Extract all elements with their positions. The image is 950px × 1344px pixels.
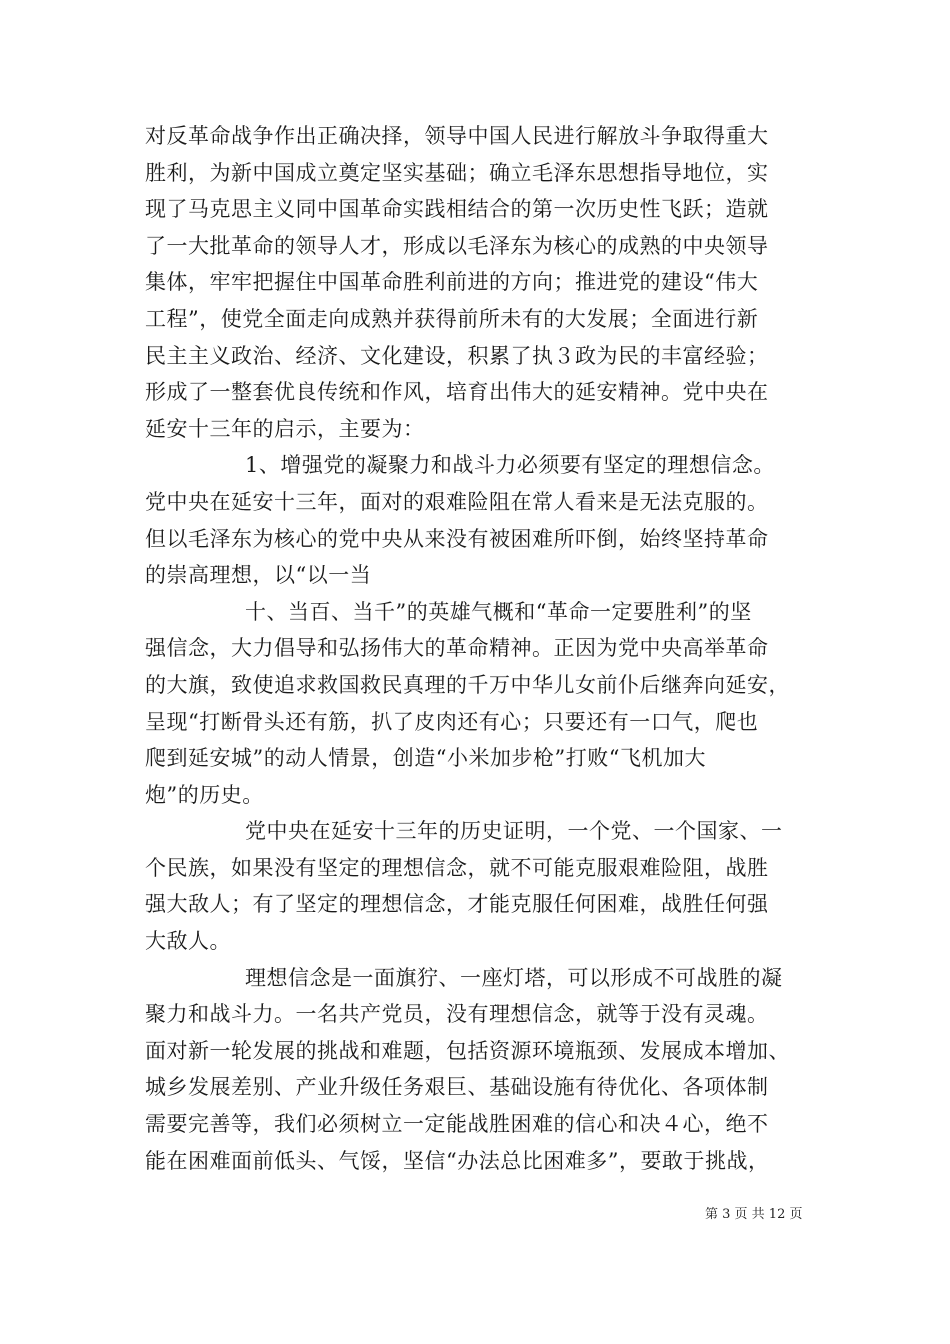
text-line: 能在困难面前低头、气馁，坚信“办法总比困难多”，要敢于挑战， xyxy=(145,1148,770,1173)
text-line: 但以毛泽东为核心的党中央从来没有被困难所吓倒，始终坚持革命 xyxy=(145,526,769,551)
text-line: 强大敌人；有了坚定的理想信念，才能克服任何困难，战胜任何强 xyxy=(145,892,769,917)
text-line: 1、增强党的凝聚力和战斗力必须要有坚定的理想信念。 xyxy=(245,453,775,478)
text-line: 对反革命战争作出正确决择，领导中国人民进行解放斗争取得重大 xyxy=(145,124,769,148)
text-line: 十、当百、当千”的英雄气概和“革命一定要胜利”的坚 xyxy=(245,599,752,624)
text-line: 炮”的历史。 xyxy=(145,782,264,807)
text-line: 胜利，为新中国成立奠定坚实基础；确立毛泽东思想指导地位，实 xyxy=(145,160,769,185)
text-line: 形成了一整套优良传统和作风，培育出伟大的延安精神。党中央在 xyxy=(145,380,769,405)
text-line: 呈现“打断骨头还有筋，扒了皮肉还有心；只要还有一口气，爬也 xyxy=(145,709,759,734)
text-line: 大敌人。 xyxy=(145,929,231,954)
text-line: 个民族，如果没有坚定的理想信念，就不可能克服艰难险阻，战胜 xyxy=(145,855,769,880)
text-line: 聚力和战斗力。一名共产党员，没有理想信念，就等于没有灵魂。 xyxy=(145,1002,769,1027)
text-line: 民主主义政治、经济、文化建设，积累了执３政为民的丰富经验； xyxy=(145,343,769,368)
text-line: 需要完善等，我们必须树立一定能战胜困难的信心和决４心，绝不 xyxy=(145,1112,769,1137)
text-line: 的崇高理想，以“以一当 xyxy=(145,563,372,588)
text-line: 的大旗，致使追求救国救民真理的千万中华儿女前仆后继奔向延安， xyxy=(145,672,790,697)
text-line: 党中央在延安十三年，面对的艰难险阻在常人看来是无法克服的。 xyxy=(145,489,769,514)
text-line: 面对新一轮发展的挑战和难题，包括资源环境瓶颈、发展成本增加、 xyxy=(145,1038,790,1063)
text-line: 现了马克思主义同中国革命实践相结合的第一次历史性飞跃；造就 xyxy=(145,197,769,222)
text-line: 强信念，大力倡导和弘扬伟大的革命精神。正因为党中央高举革命 xyxy=(145,636,769,661)
text-line: 集体，牢牢把握住中国革命胜利前进的方向；推进党的建设“伟大 xyxy=(145,270,759,295)
text-line: 延安十三年的启示，主要为： xyxy=(145,416,425,441)
document-body xyxy=(145,118,825,1179)
text-line: 城乡发展差别、产业升级任务艰巨、基础设施有待优化、各项体制 xyxy=(145,1075,769,1100)
text-line: 爬到延安城”的动人情景，创造“小米加步枪”打败“飞机加大 xyxy=(145,746,706,771)
page-number-footer: 第 3 页 共 12 页 xyxy=(705,1207,803,1222)
text-line: 工程”，使党全面走向成熟并获得前所未有的大发展；全面进行新 xyxy=(145,306,759,331)
text-line: 党中央在延安十三年的历史证明，一个党、一个国家、一 xyxy=(245,819,783,844)
text-line: 了一大批革命的领导人才，形成以毛泽东为核心的成熟的中央领导 xyxy=(145,233,769,258)
text-line: 理想信念是一面旗狞、一座灯塔，可以形成不可战胜的凝 xyxy=(245,965,783,990)
